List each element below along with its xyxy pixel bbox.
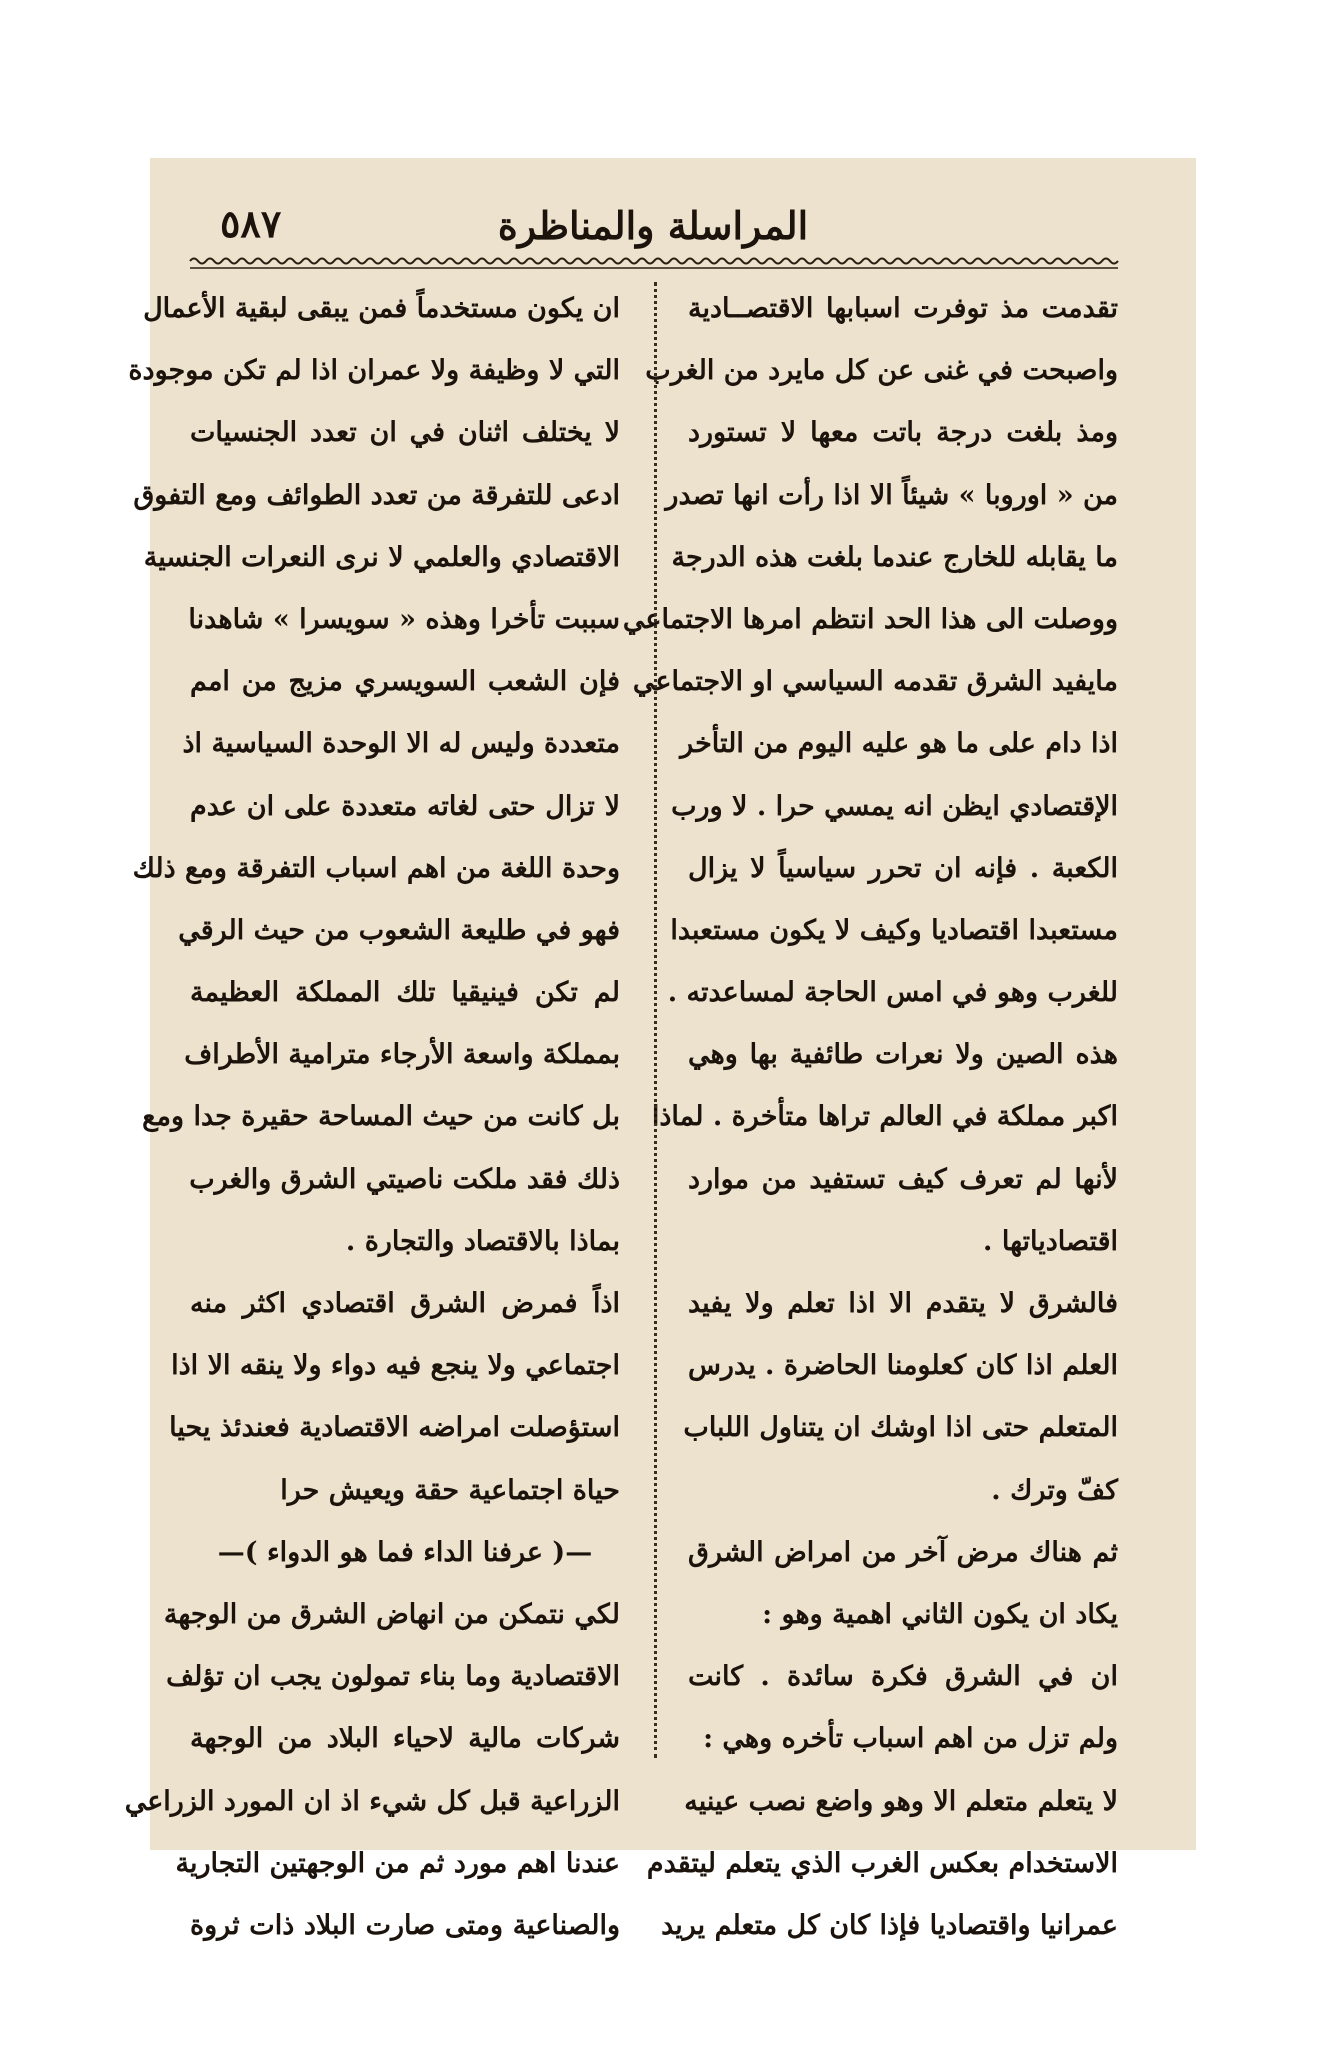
- page-number: ٥٨٧: [220, 201, 282, 246]
- text-line: استؤصلت امراضه الاقتصادية فعندئذ يحيا: [169, 1412, 620, 1444]
- text-line: الاقتصادي والعلمي لا نرى النعرات الجنسية: [143, 541, 620, 573]
- text-line: عمرانيا واقتصاديا فإذا كان كل متعلم يريد: [661, 1909, 1118, 1941]
- text-line: —( عرفنا الداء فما هو الدواء )—: [217, 1536, 593, 1568]
- text-line: فالشرق لا يتقدم الا اذا تعلم ولا يفيد: [688, 1288, 1118, 1319]
- text-line: لأنها لم تعرف كيف تستفيد من موارد: [688, 1163, 1118, 1195]
- right-column: [622, 278, 1118, 1941]
- text-line: التي لا وظيفة ولا عمران اذا لم تكن موجودة: [128, 355, 620, 387]
- text-line: واصبحت في غنى عن كل مايرد من الغرب: [645, 355, 1118, 387]
- text-line: اذاً فمرض الشرق اقتصادي اكثر منه: [190, 1288, 620, 1319]
- text-line: لم تكن فينيقيا تلك المملكة العظيمة: [190, 977, 620, 1009]
- left-column: [124, 278, 620, 1941]
- text-line: اكبر مملكة في العالم تراها متأخرة . لماذا: [651, 1101, 1118, 1133]
- text-line: ومذ بلغت درجة باتت معها لا تستورد: [688, 417, 1118, 449]
- scanned-page: [124, 158, 1196, 1941]
- text-line: ولم تزل من اهم اسباب تأخره وهي :: [703, 1723, 1118, 1755]
- text-line: بمملكة واسعة الأرجاء مترامية الأطراف: [184, 1039, 620, 1071]
- text-line: ثم هناك مرض آخر من امراض الشرق: [688, 1536, 1118, 1568]
- text-line: فإن الشعب السويسري مزيج من امم: [190, 666, 620, 698]
- text-line: ان يكون مستخدماً فمن يبقى لبقية الأعمال: [143, 293, 620, 324]
- text-line: فهو في طليعة الشعوب من حيث الرقي: [178, 914, 620, 946]
- text-line: لا يتعلم متعلم الا وهو واضع نصب عينيه: [684, 1785, 1118, 1817]
- text-line: كفّ وترك .: [991, 1474, 1118, 1506]
- running-title: المراسلة والمناظرة: [497, 203, 809, 248]
- text-line: اذا دام على ما هو عليه اليوم من التأخر: [680, 728, 1118, 760]
- text-line: الكعبة . فإنه ان تحرر سياسياً لا يزال: [688, 852, 1118, 884]
- text-line: والصناعية ومتى صارت البلاد ذات ثروة: [190, 1909, 620, 1941]
- text-line: من « اوروبا » شيئاً الا اذا رأت انها تصدر: [665, 479, 1118, 511]
- text-line: الإقتصادي ايظن انه يمسي حرا . لا ورب: [671, 790, 1118, 822]
- text-line: بماذا بالاقتصاد والتجارة .: [345, 1225, 620, 1257]
- text-line: لكي نتمكن من انهاض الشرق من الوجهة: [163, 1598, 620, 1630]
- text-line: لا تزال حتى لغاته متعددة على ان عدم: [190, 790, 620, 822]
- column-divider: [654, 282, 657, 1758]
- text-line: ادعى للتفرقة من تعدد الطوائف ومع التفوق: [133, 479, 620, 511]
- text-line: وحدة اللغة من اهم اسباب التفرقة ومع ذلك: [132, 852, 620, 884]
- text-line: متعددة وليس له الا الوحدة السياسية اذ: [182, 728, 620, 760]
- text-line: مستعبدا اقتصاديا وكيف لا يكون مستعبدا: [670, 914, 1118, 946]
- text-line: ما يقابله للخارج عندما بلغت هذه الدرجة: [671, 541, 1118, 573]
- text-line: الاستخدام بعكس الغرب الذي يتعلم ليتقدم: [646, 1847, 1118, 1879]
- text-line: اجتماعي ولا ينجع فيه دواء ولا ينقه الا اذا: [171, 1350, 620, 1382]
- text-line: سببت تأخرا وهذه « سويسرا » شاهدنا: [188, 603, 620, 635]
- text-line: ووصلت الى هذا الحد انتظم امرها الاجتماعي: [622, 603, 1118, 635]
- text-line: لا يختلف اثنان في ان تعدد الجنسيات: [190, 417, 620, 449]
- wavy-header-rule: [190, 254, 1118, 272]
- text-columns: [124, 278, 1118, 1941]
- text-line: يكاد ان يكون الثاني اهمية وهو :: [762, 1598, 1118, 1630]
- text-line: هذه الصين ولا نعرات طائفية بها وهي: [688, 1039, 1118, 1071]
- text-line: الزراعية قبل كل شيء اذ ان المورد الزراعي: [124, 1785, 620, 1817]
- text-line: بل كانت من حيث المساحة حقيرة جدا ومع: [142, 1101, 620, 1133]
- text-line: الاقتصادية وما بناء تمولون يجب ان تؤلف: [166, 1661, 620, 1693]
- page-header: [190, 182, 1116, 262]
- text-line: ان في الشرق فكرة سائدة . كانت: [688, 1661, 1118, 1693]
- text-line: تقدمت مذ توفرت اسبابها الاقتصــادية: [688, 293, 1118, 324]
- text-line: حياة اجتماعية حقة ويعيش حرا: [280, 1474, 620, 1506]
- text-line: اقتصادياتها .: [983, 1225, 1118, 1257]
- text-line: مايفيد الشرق تقدمه السياسي او الاجتماعي: [632, 666, 1118, 698]
- text-line: العلم اذا كان كعلومنا الحاضرة . يدرس: [687, 1350, 1118, 1382]
- text-line: شركات مالية لاحياء البلاد من الوجهة: [190, 1723, 620, 1755]
- text-line: عندنا اهم مورد ثم من الوجهتين التجارية: [175, 1847, 620, 1879]
- text-line: ذلك فقد ملكت ناصيتي الشرق والغرب: [189, 1163, 620, 1195]
- text-line: المتعلم حتى اذا اوشك ان يتناول اللباب: [683, 1412, 1118, 1444]
- text-line: للغرب وهو في امس الحاجة لمساعدته .: [667, 977, 1118, 1009]
